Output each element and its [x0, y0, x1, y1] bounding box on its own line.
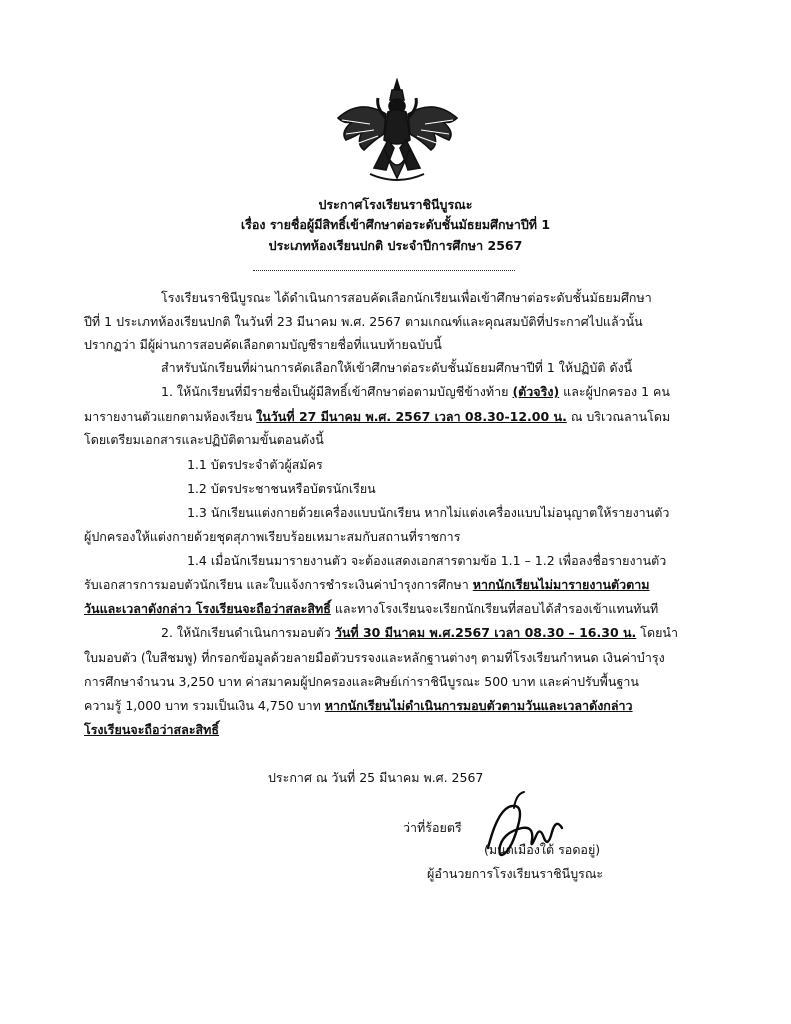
item-1-line-3: โดยเตรียมเอกสารและปฏิบัติตามขั้นตอนดังนี้ — [84, 432, 324, 447]
item-1-line-2-date: ในวันที่ 27 มีนาคม พ.ศ. 2567 เวลา 08.30-12.00 น. — [256, 409, 567, 424]
item-1-line-1-text-a: 1. ให้นักเรียนที่มีรายชื่อเป็นผู้มีสิทธิ์เข้าศึกษาต่อตามบัญชีข้างท้าย — [161, 384, 513, 399]
item-2-warning-a: หากนักเรียนไม่ดำเนินการมอบตัวตามวันและเวลาดังกล่าว — [324, 698, 633, 713]
item-1-line-2 — [84, 407, 670, 427]
item-2-line-3: การศึกษาจำนวน 3,250 บาท ค่าสมาคมผู้ปกครองและศิษย์เก่าราชินีบูรณะ 500 บาท และค่าปรับพื้นฐาน — [84, 674, 639, 689]
item-1-line-1-emphasis: (ตัวจริง) — [512, 384, 560, 399]
paragraph-1-line-1: โรงเรียนราชินีบูรณะ ได้ดำเนินการสอบคัดเลือกนักเรียนเพื่อเข้าศึกษาต่อระดับชั้นมัธยมศึกษา — [161, 290, 652, 305]
subitem-1-4-line-2 — [84, 575, 650, 595]
subitem-1-4-warning-b: วันและเวลาดังกล่าว โรงเรียนจะถือว่าสละสิทธิ์ — [84, 601, 331, 616]
item-1-line-2-text-c: ณ บริเวณลานโดม — [566, 409, 671, 424]
signer-rank: ว่าที่ร้อยตรี — [403, 820, 462, 835]
item-2-line-4 — [84, 696, 633, 716]
item-2-line-1-text-a: 2. ให้นักเรียนดำเนินการมอบตัว — [161, 625, 335, 640]
signature-icon — [478, 788, 568, 873]
signer-name: (มนต์เมืองใต้ รอดอยู่) — [484, 842, 601, 857]
dotted-divider — [253, 270, 515, 271]
subitem-1-2: 1.2 บัตรประชาชนหรือบัตรนักเรียน — [187, 481, 376, 496]
subitem-1-4-line-3 — [84, 599, 658, 619]
paragraph-2: สำหรับนักเรียนที่ผ่านการคัดเลือกให้เข้าศึกษาต่อระดับชั้นมัธยมศึกษาปีที่ 1 ให้ปฏิบัติ ดังนี้ — [161, 360, 633, 375]
subitem-1-4-line-3-text: และทางโรงเรียนจะเรียกนักเรียนที่สอบได้สำรองเข้าแทนทันที — [330, 601, 659, 616]
subitem-1-4-line-1: 1.4 เมื่อนักเรียนมารายงานตัว จะต้องแสดงเอกสารตามข้อ 1.1 – 1.2 เพื่อลงชื่อรายงานตัว — [187, 553, 667, 568]
item-2-line-1-text-c: โดยนำ — [636, 625, 678, 640]
announcement-type-year: ประเภทห้องเรียนปกติ ประจำปีการศึกษา 2567 — [268, 238, 523, 253]
item-2-line-4-text: ความรู้ 1,000 บาท รวมเป็นเงิน 4,750 บาท — [84, 698, 325, 713]
announcement-title: ประกาศโรงเรียนราชินีบูรณะ — [318, 197, 473, 212]
item-1-line-1-text-c: และผู้ปกครอง 1 คน — [559, 384, 670, 399]
item-2-warning-b: โรงเรียนจะถือว่าสละสิทธิ์ — [84, 722, 220, 737]
announcement-subject: เรื่อง รายชื่อผู้มีสิทธิ์เข้าศึกษาต่อระดับชั้นมัธยมศึกษาปีที่ 1 — [240, 217, 551, 232]
item-2-line-2: ใบมอบตัว (ใบสีชมพู) ที่กรอกข้อมูลด้วยลายมือตัวบรรจงและหลักฐานต่างๆ ตามที่โรงเรียนกำหนด เงินค่าบำรุง — [84, 650, 665, 665]
signer-position: ผู้อำนวยการโรงเรียนราชินีบูรณะ — [427, 866, 604, 881]
garuda-emblem-icon — [330, 78, 465, 186]
subitem-1-3-line-2: ผู้ปกครองให้แต่งกายด้วยชุดสุภาพเรียบร้อยเหมาะสมกับสถานที่ราชการ — [84, 529, 461, 544]
item-1-line-2-text-a: มารายงานตัวแยกตามห้องเรียน — [84, 409, 257, 424]
item-2-date: วันที่ 30 มีนาคม พ.ศ.2567 เวลา 08.30 – 16.30 น. — [334, 625, 637, 640]
subitem-1-4-warning-a: หากนักเรียนไม่มารายงานตัวตาม — [472, 577, 650, 592]
subitem-1-4-line-2-text: รับเอกสารการมอบตัวนักเรียน และใบแจ้งการชำระเงินค่าบำรุงการศึกษา — [84, 577, 473, 592]
announcement-date: ประกาศ ณ วันที่ 25 มีนาคม พ.ศ. 2567 — [268, 770, 484, 785]
subitem-1-1: 1.1 บัตรประจำตัวผู้สมัคร — [187, 457, 323, 472]
item-2-line-1 — [161, 623, 678, 643]
subitem-1-3-line-1: 1.3 นักเรียนแต่งกายด้วยเครื่องแบบนักเรียน หากไม่แต่งเครื่องแบบไม่อนุญาตให้รายงานตัว — [187, 505, 670, 520]
paragraph-1-line-2: ปีที่ 1 ประเภทห้องเรียนปกติ ในวันที่ 23 มีนาคม พ.ศ. 2567 ตามเกณฑ์และคุณสมบัติที่ประกาศไปแล้วนั้น — [84, 314, 643, 329]
item-1-line-1 — [161, 382, 670, 402]
paragraph-1-line-3: ปรากฏว่า มีผู้ผ่านการสอบคัดเลือกตามบัญชีรายชื่อที่แนบท้ายฉบับนี้ — [84, 337, 442, 352]
